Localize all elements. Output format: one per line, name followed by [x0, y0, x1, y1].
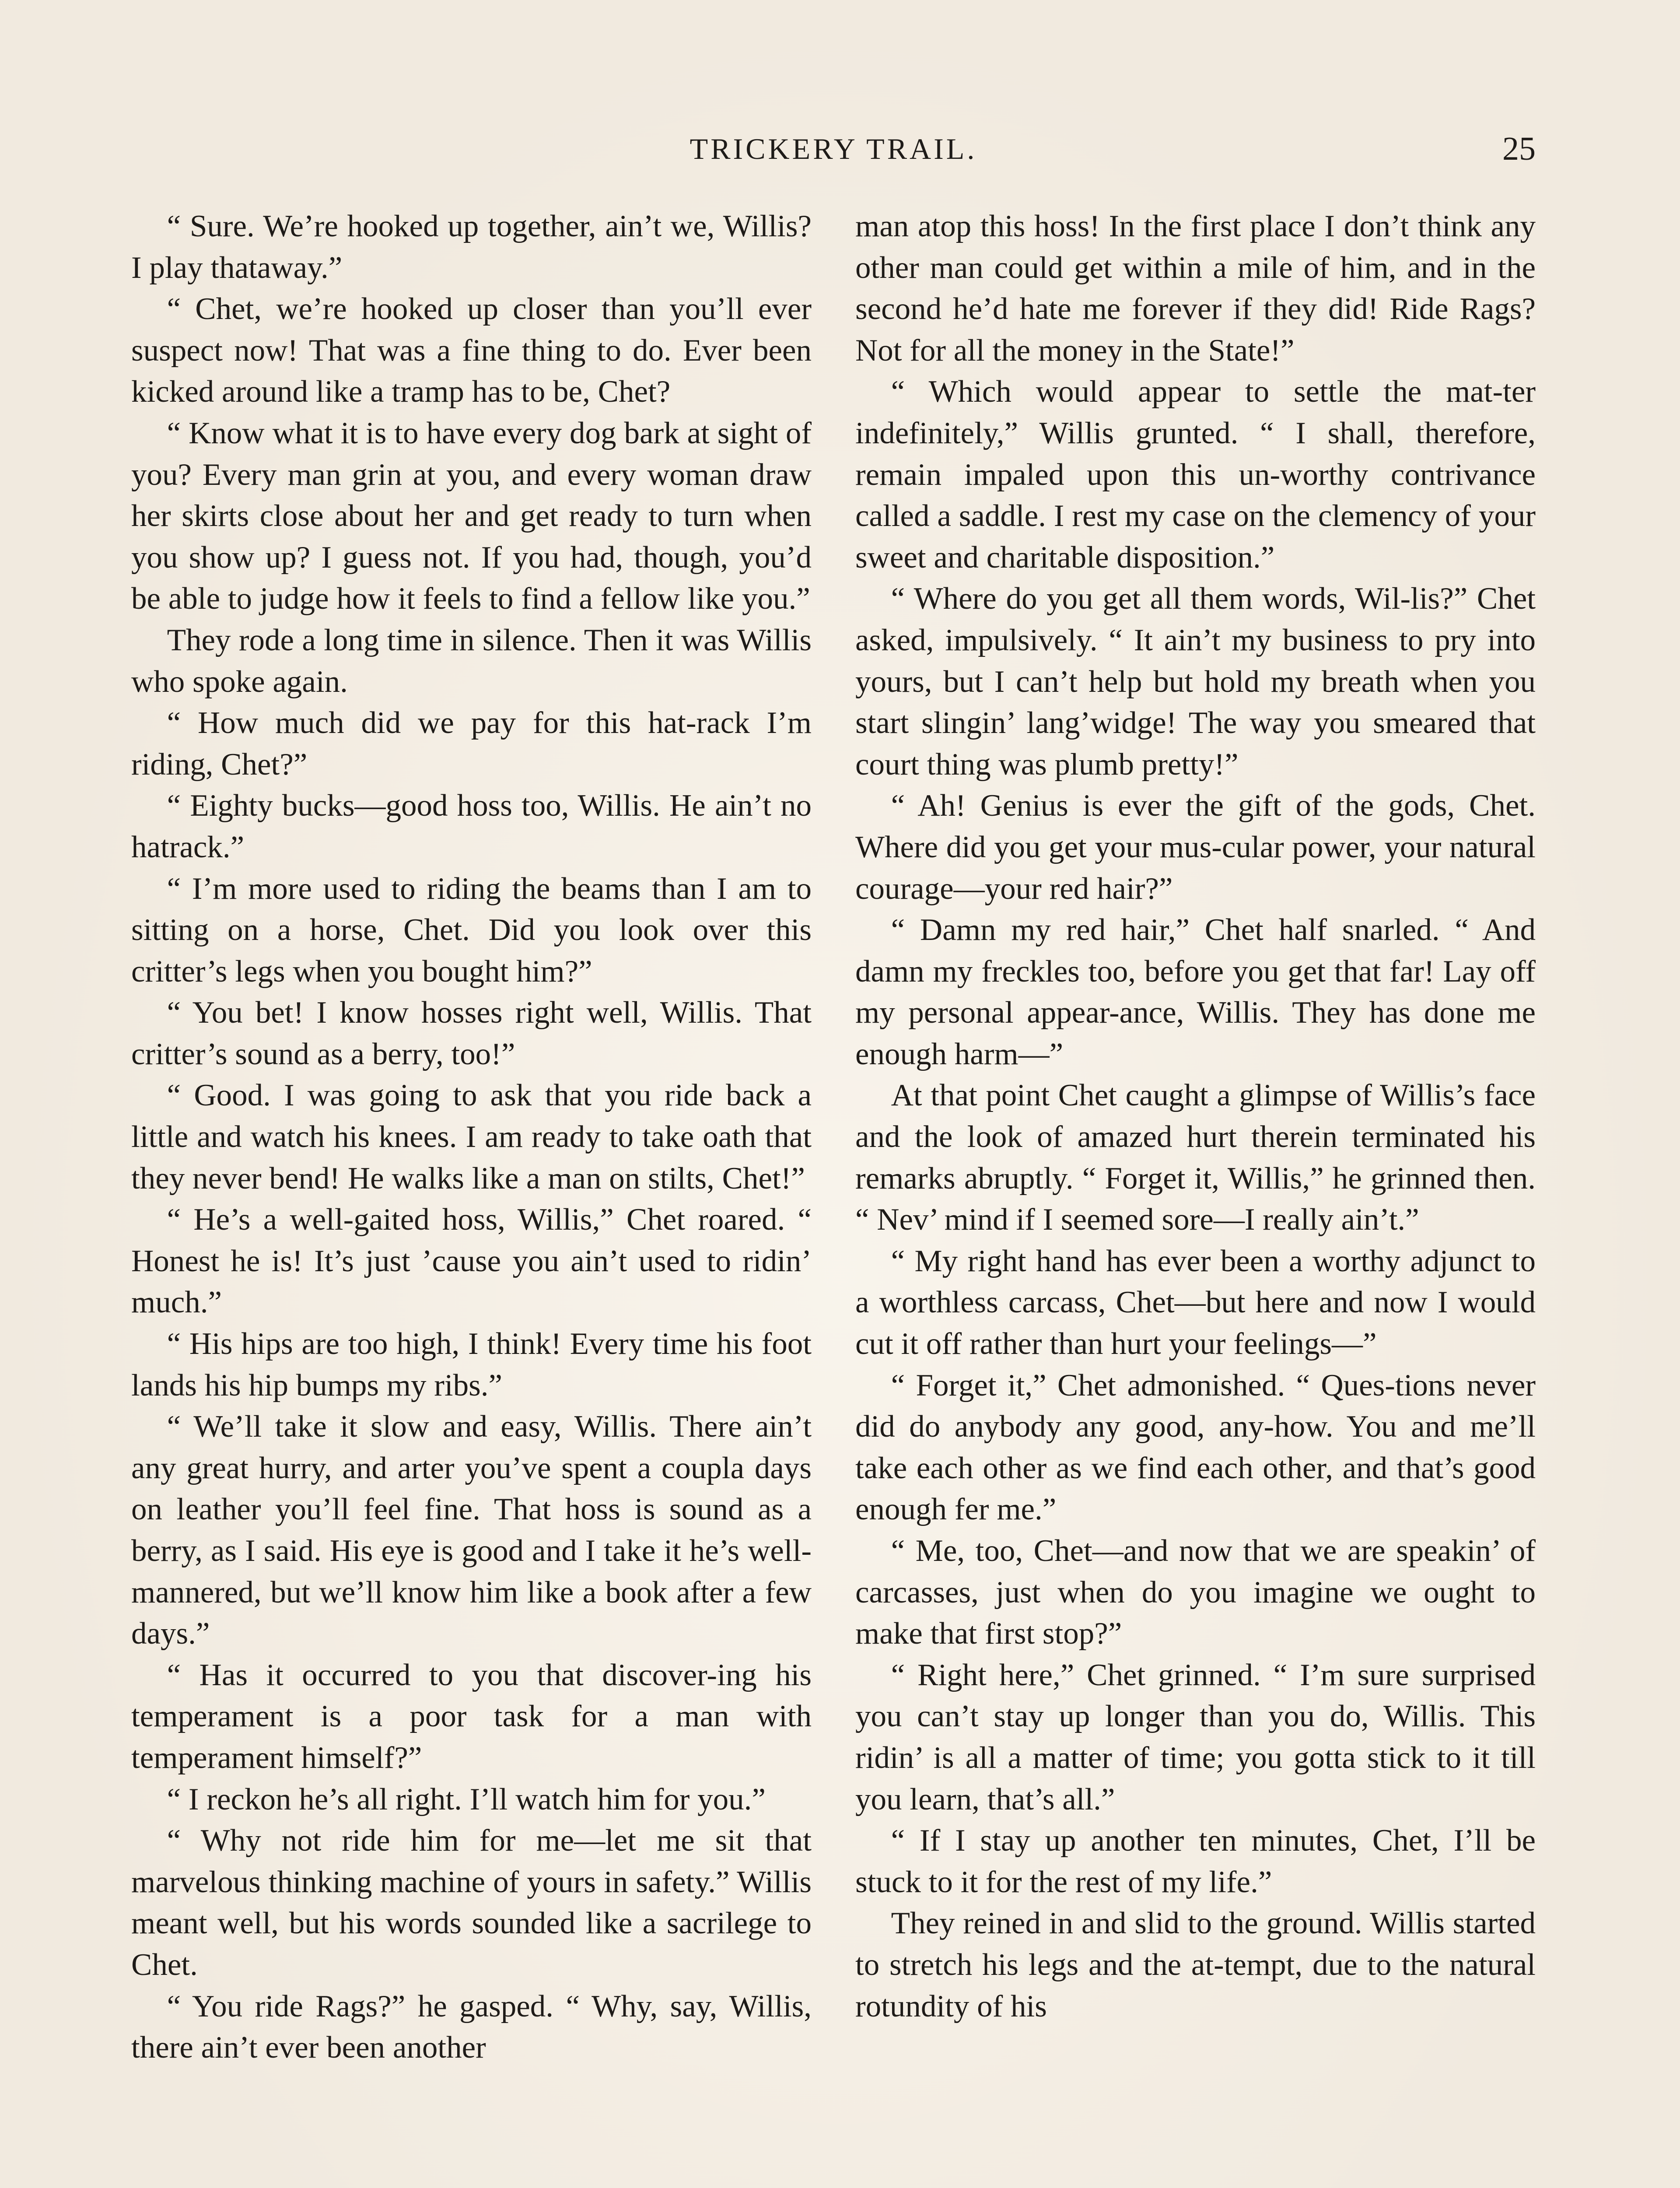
running-title: TRICKERY TRAIL. [690, 132, 977, 165]
paragraph: “ Damn my red hair,” Chet half snarled. “ And damn my freckles too, before you get that far! Lay off my personal appear-ance, Willis. They has done me enough harm—” [855, 913, 1536, 1071]
paragraph: man atop this hoss! In the first place I don’t think any other man could get within a mile of him, and in the second he’d hate me forever if they did! Ride Rags? Not for all the money in the State!” [855, 209, 1536, 368]
paragraph: “ Forget it,” Chet admonished. “ Ques-tions never did do anybody any good, any-how. You and me’ll take each other as we find each other, and that’s good enough fer me.” [855, 1368, 1536, 1527]
paragraph: “ I reckon he’s all right. I’ll watch him for you.” [167, 1782, 766, 1816]
paragraph: “ We’ll take it slow and easy, Willis. There ain’t any great hurry, and arter you’ve spent a coupla days on leather you’ll feel fine. That hoss is sound as a berry, as I said. His eye is good and I take it he’s well-mannered, but we’ll know him like a book after a few days.” [131, 1410, 812, 1651]
right-column [855, 206, 1536, 2188]
paragraph: “ He’s a well-gaited hoss, Willis,” Chet roared. “ Honest he is! It’s just ’cause you ain’t used to ridin’ much.” [131, 1203, 812, 1320]
paragraph: “ Good. I was going to ask that you ride back a little and watch his knees. I am ready to take oath that they never bend! He walks like a man on stilts, Chet!” [131, 1078, 812, 1196]
paragraph: “ Right here,” Chet grinned. “ I’m sure surprised you can’t stay up longer than you do, Willis. This ridin’ is all a matter of time; you gotta stick to it till you learn, that’s all.” [855, 1658, 1536, 1816]
paragraph: “ Where do you get all them words, Wil-lis?” Chet asked, impulsively. “ It ain’t my business to pry into yours, but I can’t help but hold my breath when you start slingin’ lang’widge! The way you smeared that court thing was plumb pretty!” [855, 582, 1536, 782]
paragraph: “ How much did we pay for this hat-rack I’m riding, Chet?” [131, 706, 812, 782]
paragraph: “ You bet! I know hosses right well, Willis. That critter’s sound as a berry, too!” [131, 996, 812, 1071]
paragraph: “ Know what it is to have every dog bark at sight of you? Every man grin at you, and every woman draw her skirts close about her and get ready to turn when you show up? I guess not. If you had, though, you’d be able to judge how it feels to find a fellow like you.” [131, 416, 812, 616]
page-number: 25 [1502, 130, 1536, 167]
paragraph: They rode a long time in silence. Then it was Willis who spoke again. [131, 623, 812, 699]
page-header [131, 125, 1536, 173]
paragraph: “ My right hand has ever been a worthy adjunct to a worthless carcass, Chet—but here and now I would cut it off rather than hurt your feelings—” [855, 1244, 1536, 1361]
paragraph: “ Ah! Genius is ever the gift of the gods, Chet. Where did you get your mus-cular power, your natural courage—your red hair?” [855, 789, 1536, 906]
paragraph: At that point Chet caught a glimpse of Willis’s face and the look of amazed hurt therein terminated his remarks abruptly. “ Forget it, Willis,” he grinned then. “ Nev’ mind if I seemed sore—I really ain’t.” [855, 1078, 1536, 1237]
paragraph: “ You ride Rags?” he gasped. “ Why, say, Willis, there ain’t ever been another [131, 1989, 812, 2065]
paragraph: “ Has it occurred to you that discover-ing his temperament is a poor task for a man with temperament himself?” [131, 1658, 812, 1775]
paragraph: “ I’m more used to riding the beams than I am to sitting on a horse, Chet. Did you look over this critter’s legs when you bought him?” [131, 871, 812, 989]
paragraph: “ His hips are too high, I think! Every time his foot lands his hip bumps my ribs.” [131, 1327, 812, 1403]
paragraph: “ Me, too, Chet—and now that we are speakin’ of carcasses, just when do you imagine we ought to make that first stop?” [855, 1534, 1536, 1651]
paragraph: “ Why not ride him for me—let me sit that marvelous thinking machine of yours in safety.” Willis meant well, but his words sounded like a sacrilege to Chet. [131, 1823, 812, 1982]
paragraph: “ Chet, we’re hooked up closer than you’ll ever suspect now! That was a fine thing to do. Ever been kicked around like a tramp has to be, Chet? [131, 292, 812, 409]
paragraph: “ Which would appear to settle the mat-ter indefinitely,” Willis grunted. “ I shall, therefore, remain impaled upon this un-worthy contrivance called a saddle. I rest my case on the clemency of your sweet and charitable disposition.” [855, 375, 1536, 575]
paragraph: “ Eighty bucks—good hoss too, Willis. He ain’t no hatrack.” [131, 789, 812, 864]
paragraph: They reined in and slid to the ground. Willis started to stretch his legs and the at-tempt, due to the natural rotundity of his [855, 1906, 1536, 2023]
paragraph: “ If I stay up another ten minutes, Chet, I’ll be stuck to it for the rest of my life.” [855, 1823, 1536, 1899]
text-columns [131, 206, 1536, 2188]
paragraph: “ Sure. We’re hooked up together, ain’t we, Willis? I play thataway.” [131, 209, 812, 285]
left-column [131, 206, 812, 2188]
